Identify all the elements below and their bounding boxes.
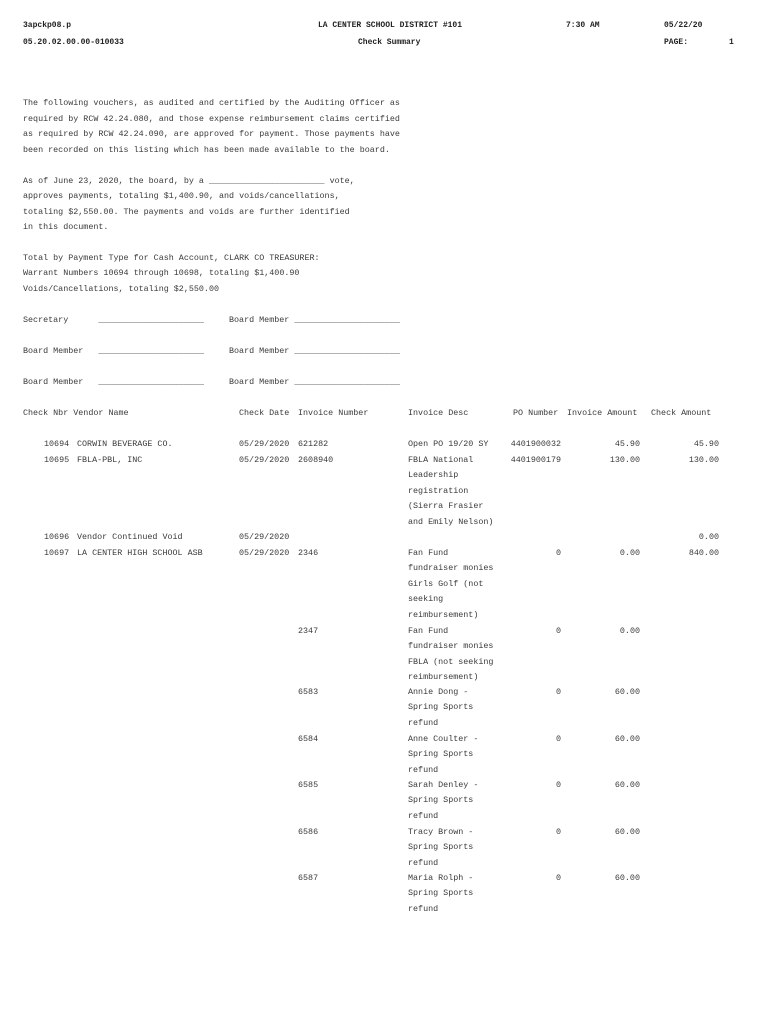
po-number: 0 bbox=[555, 827, 561, 837]
column-header-check-amount: Check Amount bbox=[651, 408, 712, 418]
column-header-check-date: Check Date bbox=[239, 408, 290, 418]
column-header-po-number: PO Number bbox=[513, 408, 559, 418]
invoice-desc-line: refund bbox=[408, 717, 439, 728]
approval-line: As of June 23, 2020, the board, by a _______________________ vote, bbox=[23, 176, 355, 186]
invoice-desc-line: Spring Sports bbox=[408, 795, 474, 806]
po-number: 0 bbox=[555, 626, 561, 636]
invoice-amount: 0.00 bbox=[619, 626, 640, 636]
invoice-number: 621282 bbox=[298, 439, 329, 449]
invoice-amount: 45.90 bbox=[614, 439, 640, 449]
invoice-desc-line: and Emily Nelson) bbox=[408, 516, 494, 527]
invoice-amount: 60.00 bbox=[614, 827, 640, 837]
invoice-desc-line: Tracy Brown - bbox=[408, 827, 474, 837]
invoice-desc-line: Sarah Denley - bbox=[408, 780, 479, 790]
approval-line: totaling $2,550.00. The payments and voids are further identified bbox=[23, 207, 350, 217]
check-amount: 0.00 bbox=[698, 532, 719, 542]
report-date: 05/22/20 bbox=[664, 21, 703, 30]
invoice-desc-line: Fan Fund bbox=[408, 548, 449, 558]
invoice-desc-line: Spring Sports bbox=[408, 888, 474, 899]
invoice-number: 6584 bbox=[298, 734, 319, 744]
totals-line: Voids/Cancellations, totaling $2,550.00 bbox=[23, 284, 220, 294]
invoice-desc-line: Maria Rolph - bbox=[408, 873, 474, 883]
vendor-name: LA CENTER HIGH SCHOOL ASB bbox=[77, 548, 203, 558]
invoice-number: 2347 bbox=[298, 626, 319, 636]
check-date: 05/29/2020 bbox=[239, 532, 290, 542]
check-date: 05/29/2020 bbox=[239, 455, 290, 465]
invoice-desc-line: refund bbox=[408, 810, 439, 821]
check-number: 10696 bbox=[44, 532, 70, 542]
approval-line: approves payments, totaling $1,400.90, and voids/cancellations, bbox=[23, 191, 340, 201]
page-label: PAGE: bbox=[664, 38, 689, 47]
certification-line: required by RCW 42.24.080, and those expense reimbursement claims certified bbox=[23, 114, 400, 124]
invoice-desc-line: Leadership bbox=[408, 470, 459, 481]
invoice-number: 6587 bbox=[298, 873, 319, 883]
invoice-desc-line: Spring Sports bbox=[408, 842, 474, 853]
vendor-name: FBLA-PBL, INC bbox=[77, 455, 143, 465]
invoice-desc-line: FBLA (not seeking bbox=[408, 656, 494, 667]
invoice-amount: 60.00 bbox=[614, 780, 640, 790]
po-number: 0 bbox=[555, 687, 561, 697]
po-number: 0 bbox=[555, 873, 561, 883]
column-header-invoice-desc: Invoice Desc bbox=[408, 408, 469, 418]
certification-line: as required by RCW 42.24.090, are approved for payment. Those payments have bbox=[23, 129, 400, 139]
report-time: 7:30 AM bbox=[566, 21, 600, 30]
invoice-desc-line: registration bbox=[408, 485, 469, 496]
invoice-number: 2346 bbox=[298, 548, 319, 558]
invoice-desc-line: Spring Sports bbox=[408, 749, 474, 760]
invoice-desc-line: Fan Fund bbox=[408, 626, 449, 636]
signature-line: Secretary _____________________ bbox=[23, 315, 204, 325]
check-amount: 130.00 bbox=[688, 455, 719, 465]
invoice-desc-line: refund bbox=[408, 764, 439, 775]
invoice-number: 6585 bbox=[298, 780, 319, 790]
invoice-desc-line: Annie Dong - bbox=[408, 687, 469, 697]
invoice-number: 6583 bbox=[298, 687, 319, 697]
invoice-desc-line: reimbursement) bbox=[408, 609, 479, 620]
check-number: 10694 bbox=[44, 439, 70, 449]
approval-line: in this document. bbox=[23, 222, 109, 232]
column-header-invoice-amount: Invoice Amount bbox=[567, 408, 638, 418]
totals-line: Warrant Numbers 10694 through 10698, totaling $1,400.90 bbox=[23, 268, 300, 278]
report-code: 05.20.02.00.00-010033 bbox=[23, 38, 124, 47]
invoice-desc-line: Spring Sports bbox=[408, 702, 474, 713]
po-number: 0 bbox=[555, 780, 561, 790]
page-number: 1 bbox=[729, 38, 734, 47]
signature-line: Board Member _____________________ bbox=[23, 377, 204, 387]
column-header-check-vendor: Check Nbr Vendor Name bbox=[23, 408, 129, 418]
vendor-name: Vendor Continued Void bbox=[77, 532, 183, 542]
certification-line: been recorded on this listing which has been made available to the board. bbox=[23, 145, 390, 155]
report-id: 3apckp08.p bbox=[23, 21, 72, 30]
check-amount: 840.00 bbox=[688, 548, 719, 558]
invoice-amount: 130.00 bbox=[609, 455, 640, 465]
invoice-amount: 0.00 bbox=[619, 548, 640, 558]
invoice-amount: 60.00 bbox=[614, 873, 640, 883]
po-number: 4401900179 bbox=[510, 455, 561, 465]
invoice-desc-line: (Sierra Frasier bbox=[408, 501, 484, 512]
signature-line: Board Member _____________________ bbox=[229, 346, 400, 356]
invoice-desc-line: fundraiser monies bbox=[408, 641, 494, 652]
signature-line: Board Member _____________________ bbox=[23, 346, 204, 356]
report-title: Check Summary bbox=[358, 38, 421, 47]
invoice-number: 2608940 bbox=[298, 455, 334, 465]
invoice-desc-line: reimbursement) bbox=[408, 672, 479, 683]
invoice-desc-line: seeking bbox=[408, 594, 444, 605]
invoice-desc-line: fundraiser monies bbox=[408, 563, 494, 574]
check-date: 05/29/2020 bbox=[239, 439, 290, 449]
check-amount: 45.90 bbox=[693, 439, 719, 449]
po-number: 0 bbox=[555, 734, 561, 744]
certification-line: The following vouchers, as audited and certified by the Auditing Officer as bbox=[23, 98, 400, 108]
district-name: LA CENTER SCHOOL DISTRICT #101 bbox=[318, 21, 463, 30]
totals-line: Total by Payment Type for Cash Account, CLARK CO TREASURER: bbox=[23, 253, 320, 263]
column-header-invoice-number: Invoice Number bbox=[298, 408, 369, 418]
invoice-desc-line: FBLA National bbox=[408, 455, 474, 465]
invoice-desc-line: refund bbox=[408, 903, 439, 914]
check-date: 05/29/2020 bbox=[239, 548, 290, 558]
check-number: 10695 bbox=[44, 455, 70, 465]
invoice-desc-line: refund bbox=[408, 857, 439, 868]
vendor-name: CORWIN BEVERAGE CO. bbox=[77, 439, 173, 449]
invoice-desc-line: Girls Golf (not bbox=[408, 578, 484, 589]
signature-line: Board Member _____________________ bbox=[229, 315, 400, 325]
invoice-amount: 60.00 bbox=[614, 734, 640, 744]
check-number: 10697 bbox=[44, 548, 70, 558]
invoice-number: 6586 bbox=[298, 827, 319, 837]
po-number: 0 bbox=[555, 548, 561, 558]
invoice-desc-line: Open PO 19/20 SY bbox=[408, 439, 489, 449]
invoice-amount: 60.00 bbox=[614, 687, 640, 697]
signature-line: Board Member _____________________ bbox=[229, 377, 400, 387]
po-number: 4401900032 bbox=[510, 439, 561, 449]
invoice-desc-line: Anne Coulter - bbox=[408, 734, 479, 744]
